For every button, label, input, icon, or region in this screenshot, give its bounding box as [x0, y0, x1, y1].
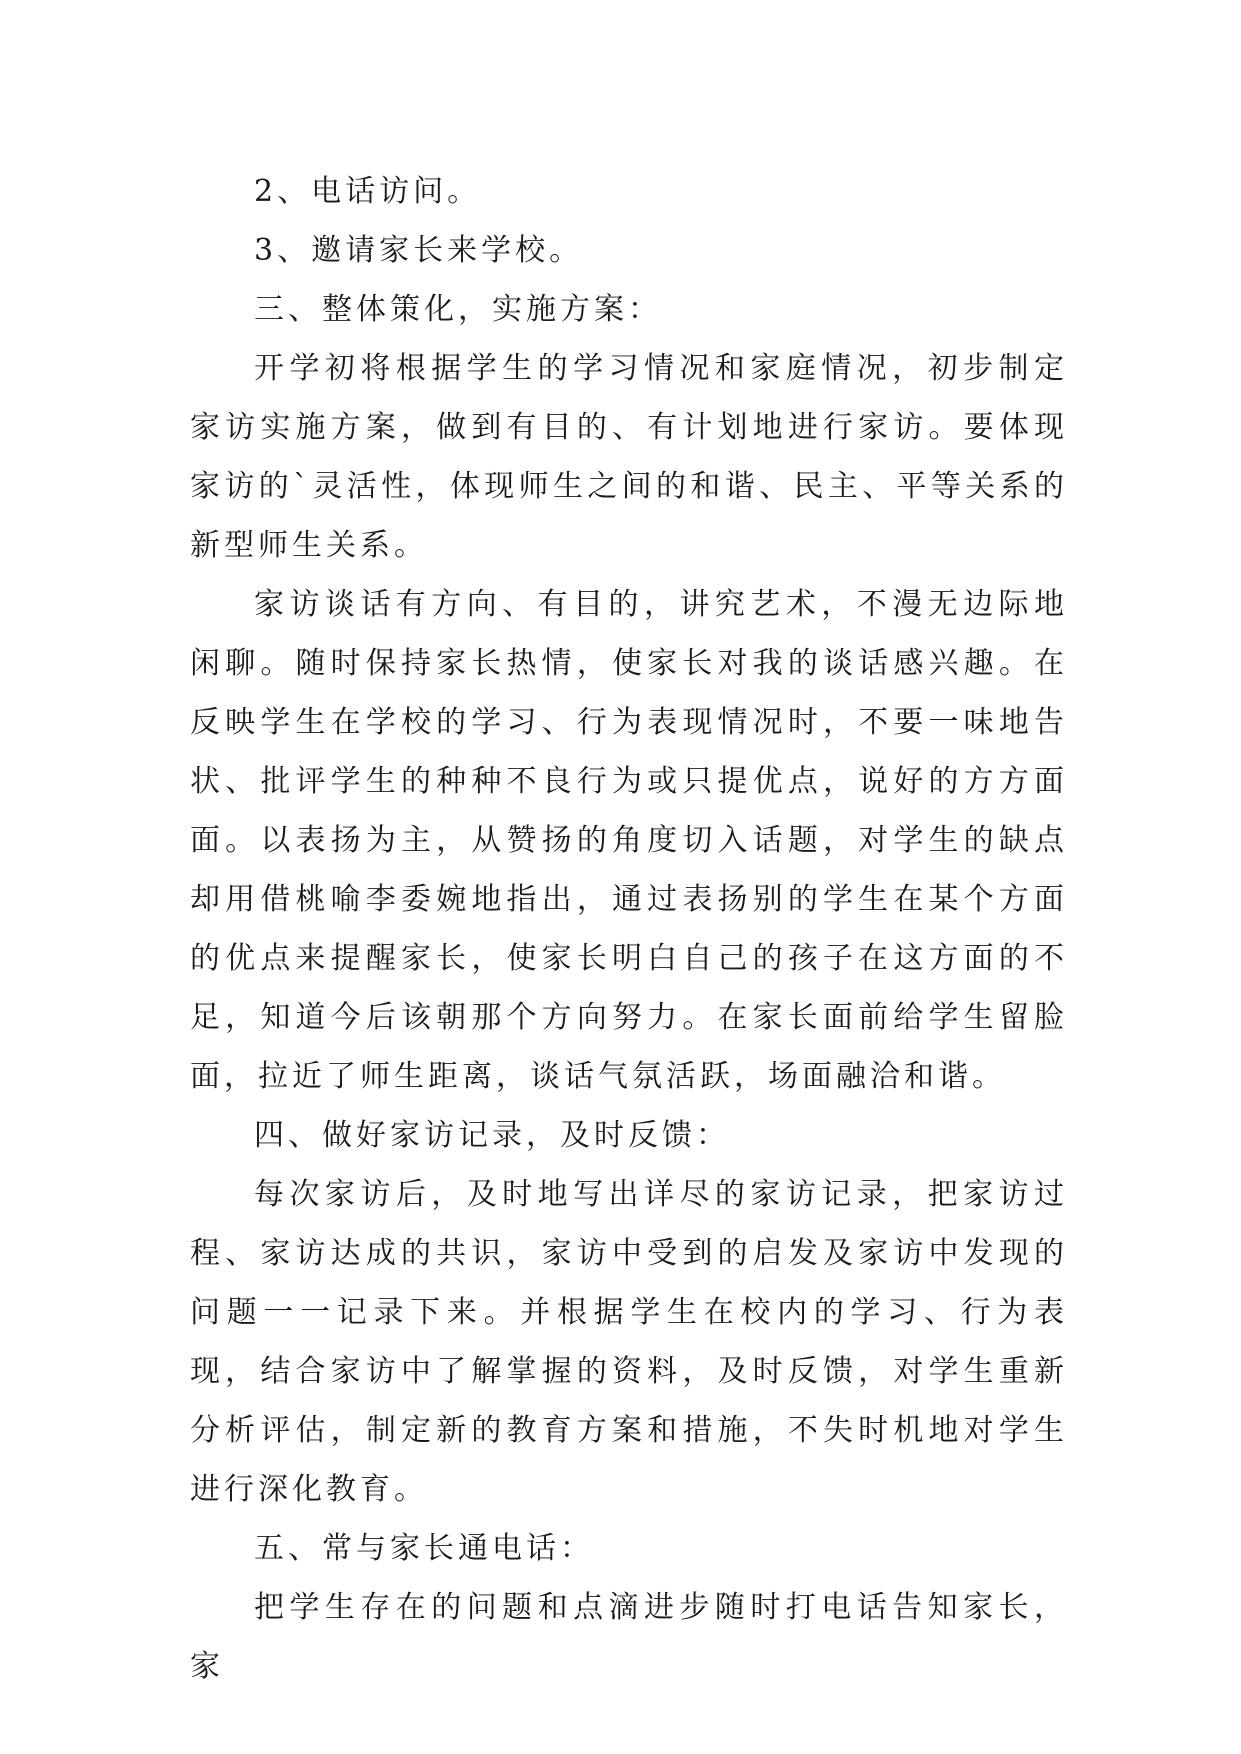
- paragraph-conversation: 家访谈话有方向、有目的，讲究艺术，不漫无边际地闲聊。随时保持家长热情，使家长对我的谈话感兴趣。在反映学生在学校的学习、行为表现情况时，不要一味地告状、批评学生的种种不良行为或只提优点，说好的方方面面。以表扬为主，从赞扬的角度切入话题，对学生的缺点却用借桃喻李委婉地指出，通过表扬别的学生在某个方面的优点来提醒家长，使家长明白自己的孩子在这方面的不足，知道今后该朝那个方向努力。在家长面前给学生留脸面，拉近了师生距离，谈话气氛活跃，场面融洽和谐。: [190, 587, 1068, 1094]
- list-item-invite-parents: 3、邀请家长来学校。: [254, 233, 584, 268]
- section-heading-phone: 五、常与家长通电话：: [254, 1531, 594, 1566]
- list-item-phone-visit: 2、电话访问。: [254, 174, 482, 209]
- section-heading-records: 四、做好家访记录，及时反馈：: [254, 1118, 730, 1153]
- paragraph-plan-body: 开学初将根据学生的学习情况和家庭情况，初步制定家访实施方案，做到有目的、有计划地进行家访。要体现家访的`灵活性，体现师生之间的和谐、民主、平等关系的新型师生关系。: [190, 351, 1068, 563]
- paragraph-phone-body: 把学生存在的问题和点滴进步随时打电话告知家长，家: [190, 1590, 1068, 1684]
- section-heading-plan: 三、整体策化，实施方案：: [254, 292, 662, 327]
- document-body: [190, 162, 1068, 1696]
- paragraph-records-body: 每次家访后，及时地写出详尽的家访记录，把家访过程、家访达成的共识，家访中受到的启发及家访中发现的问题一一记录下来。并根据学生在校内的学习、行为表现，结合家访中了解掌握的资料，及时反馈，对学生重新分析评估，制定新的教育方案和措施，不失时机地对学生进行深化教育。: [190, 1177, 1068, 1507]
